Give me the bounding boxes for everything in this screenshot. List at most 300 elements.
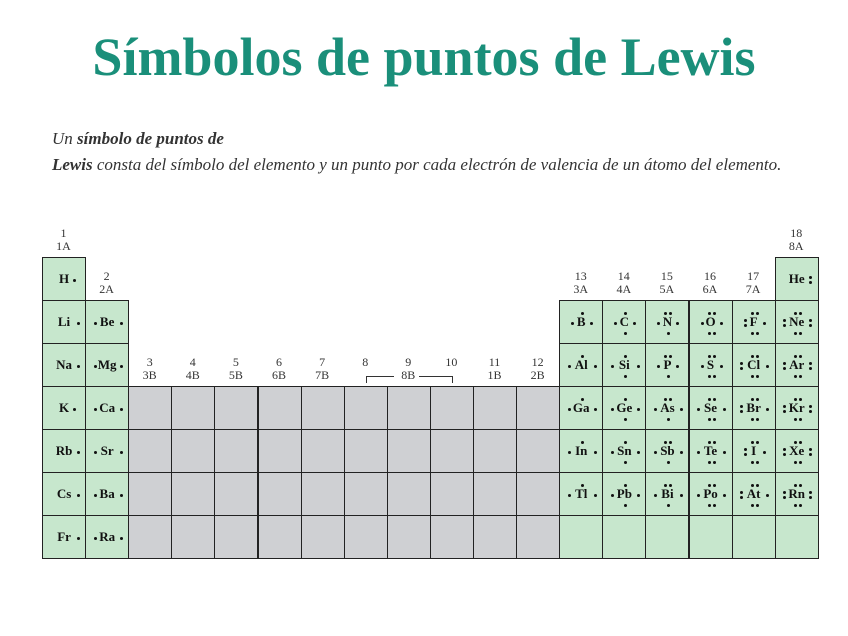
- valence-electron-dot: [751, 418, 754, 421]
- valence-electron-dot: [708, 441, 711, 444]
- valence-electron-dot: [756, 332, 759, 335]
- group-number: 2: [103, 269, 110, 283]
- element-cell-ne: [775, 300, 819, 344]
- group-number: 3: [146, 355, 153, 369]
- group-label-15: [645, 270, 688, 296]
- valence-electron-dot: [697, 408, 700, 411]
- valence-electron-dot: [120, 494, 123, 497]
- element-symbol: Ge: [616, 400, 633, 415]
- transition-metal-cell: [301, 472, 345, 516]
- element-symbol: Br: [746, 400, 761, 415]
- element-cell-se: [689, 386, 733, 430]
- transition-metal-cell: [171, 429, 215, 473]
- valence-electron-dot: [751, 484, 754, 487]
- group-subtitle: 6A: [702, 282, 718, 296]
- valence-electron-dot: [766, 494, 769, 497]
- transition-metal-cell: [344, 472, 388, 516]
- valence-electron-dot: [766, 408, 769, 411]
- element-symbol: Be: [99, 314, 115, 329]
- valence-electron-dot: [794, 484, 797, 487]
- element-cell-ar: [775, 343, 819, 387]
- valence-electron-dot: [713, 332, 716, 335]
- element-cell-at: [732, 472, 776, 516]
- element-symbol: Ar: [789, 357, 805, 372]
- valence-electron-dot: [581, 484, 584, 487]
- valence-electron-dot: [799, 355, 802, 358]
- element-symbol: S: [706, 357, 715, 372]
- valence-electron-dot: [94, 322, 97, 325]
- transition-metal-cell: [473, 472, 517, 516]
- element-cell-ga: [559, 386, 603, 430]
- valence-electron-dot: [120, 408, 123, 411]
- valence-electron-dot: [756, 418, 759, 421]
- valence-electron-dot: [794, 332, 797, 335]
- valence-electron-dot: [77, 365, 80, 368]
- empty-main-group-cell: [602, 515, 646, 559]
- element-cell-br: [732, 386, 776, 430]
- group-label-16: [689, 270, 732, 296]
- transition-metal-cell: [128, 515, 172, 559]
- element-cell-xe: [775, 429, 819, 473]
- transition-metal-cell: [301, 386, 345, 430]
- valence-electron-dot: [713, 484, 716, 487]
- element-cell-al: [559, 343, 603, 387]
- group-subtitle: 8B: [401, 368, 416, 382]
- valence-electron-dot: [713, 312, 716, 315]
- valence-electron-dot: [680, 451, 683, 454]
- group-label-13: [559, 270, 602, 296]
- transition-metal-cell: [344, 515, 388, 559]
- valence-electron-dot: [680, 494, 683, 497]
- empty-main-group-cell: [559, 515, 603, 559]
- element-cell-li: [42, 300, 86, 344]
- valence-electron-dot: [751, 461, 754, 464]
- group-number: 4: [189, 355, 196, 369]
- element-cell-sr: [85, 429, 129, 473]
- valence-electron-dot: [624, 418, 627, 421]
- valence-electron-dot: [94, 537, 97, 540]
- transition-metal-cell: [214, 472, 258, 516]
- transition-metal-cell: [301, 515, 345, 559]
- transition-metal-cell: [430, 386, 474, 430]
- element-cell-ba: [85, 472, 129, 516]
- element-cell-c: [602, 300, 646, 344]
- element-cell-rn: [775, 472, 819, 516]
- element-cell-kr: [775, 386, 819, 430]
- valence-electron-dot: [680, 408, 683, 411]
- element-symbol: I: [751, 443, 757, 458]
- valence-electron-dot: [744, 453, 747, 456]
- valence-electron-dot: [708, 484, 711, 487]
- valence-electron-dot: [794, 461, 797, 464]
- valence-electron-dot: [708, 398, 711, 401]
- valence-electron-dot: [751, 355, 754, 358]
- transition-metal-cell: [128, 386, 172, 430]
- valence-electron-dot: [120, 537, 123, 540]
- valence-electron-dot: [594, 494, 597, 497]
- element-cell-rb: [42, 429, 86, 473]
- group-subtitle: 7B: [315, 368, 330, 382]
- valence-electron-dot: [568, 451, 571, 454]
- group-label-6: [258, 356, 301, 382]
- group-number: 1: [60, 226, 67, 240]
- transition-metal-cell: [258, 429, 302, 473]
- valence-electron-dot: [763, 322, 766, 325]
- element-symbol: Ga: [572, 400, 590, 415]
- group-number: 11: [488, 355, 501, 369]
- valence-electron-dot: [794, 418, 797, 421]
- valence-electron-dot: [723, 408, 726, 411]
- element-cell-f: [732, 300, 776, 344]
- empty-main-group-cell: [689, 515, 733, 559]
- element-cell-h: [42, 257, 86, 301]
- element-symbol: Fr: [57, 529, 71, 544]
- valence-electron-dot: [611, 365, 614, 368]
- valence-electron-dot: [720, 322, 723, 325]
- valence-electron-dot: [701, 365, 704, 368]
- page-title: Símbolos de puntos de Lewis: [92, 27, 756, 87]
- valence-electron-dot: [751, 332, 754, 335]
- valence-electron-dot: [794, 504, 797, 507]
- valence-electron-dot: [799, 398, 802, 401]
- transition-metal-cell: [258, 515, 302, 559]
- valence-electron-dot: [667, 461, 670, 464]
- group-subtitle: 1A: [56, 239, 71, 253]
- valence-electron-dot: [624, 312, 627, 315]
- group-subtitle: 2A: [99, 282, 114, 296]
- valence-electron-dot: [77, 537, 80, 540]
- valence-electron-dot: [708, 461, 711, 464]
- valence-electron-dot: [637, 494, 640, 497]
- valence-electron-dot: [611, 451, 614, 454]
- valence-electron-dot: [756, 461, 759, 464]
- group-label-1: [42, 227, 85, 253]
- element-symbol: Tl: [575, 486, 588, 501]
- valence-electron-dot: [94, 451, 97, 454]
- valence-electron-dot: [713, 441, 716, 444]
- valence-electron-dot: [756, 375, 759, 378]
- valence-electron-dot: [568, 494, 571, 497]
- valence-electron-dot: [594, 365, 597, 368]
- element-symbol: Rn: [788, 486, 806, 501]
- group-number: 18: [790, 226, 803, 240]
- valence-electron-dot: [751, 312, 754, 315]
- element-cell-bi: [645, 472, 689, 516]
- element-symbol: Xe: [789, 443, 805, 458]
- valence-electron-dot: [799, 375, 802, 378]
- valence-electron-dot: [624, 484, 627, 487]
- valence-electron-dot: [94, 494, 97, 497]
- group-label-11: [473, 356, 516, 382]
- valence-electron-dot: [744, 324, 747, 327]
- valence-electron-dot: [594, 451, 597, 454]
- valence-electron-dot: [713, 418, 716, 421]
- element-cell-s: [689, 343, 733, 387]
- valence-electron-dot: [708, 312, 711, 315]
- element-symbol: B: [576, 314, 586, 329]
- valence-electron-dot: [794, 398, 797, 401]
- group-subtitle: 5A: [659, 282, 675, 296]
- valence-electron-dot: [77, 451, 80, 454]
- transition-metal-cell: [171, 472, 215, 516]
- transition-metal-cell: [387, 429, 431, 473]
- valence-electron-dot: [654, 408, 657, 411]
- valence-electron-dot: [73, 279, 76, 282]
- group-number: 16: [704, 269, 716, 283]
- valence-electron-dot: [713, 375, 716, 378]
- element-symbol: Na: [56, 357, 72, 372]
- element-cell-po: [689, 472, 733, 516]
- element-symbol: Cl: [747, 357, 761, 372]
- valence-electron-dot: [708, 375, 711, 378]
- group-subtitle: 5B: [228, 368, 243, 382]
- valence-electron-dot: [73, 408, 76, 411]
- element-cell-fr: [42, 515, 86, 559]
- group-label-2: [85, 270, 128, 296]
- element-symbol: Si: [618, 357, 630, 372]
- valence-electron-dot: [794, 312, 797, 315]
- element-symbol: Li: [57, 314, 71, 329]
- valence-electron-dot: [744, 448, 747, 451]
- valence-electron-dot: [799, 461, 802, 464]
- valence-electron-dot: [799, 441, 802, 444]
- element-cell-ca: [85, 386, 129, 430]
- element-cell-te: [689, 429, 733, 473]
- element-cell-ra: [85, 515, 129, 559]
- valence-electron-dot: [708, 332, 711, 335]
- transition-metal-cell: [473, 386, 517, 430]
- element-symbol: As: [660, 400, 675, 415]
- group-subtitle: 1B: [487, 368, 502, 382]
- element-symbol: C: [619, 314, 630, 329]
- element-cell-mg: [85, 343, 129, 387]
- valence-electron-dot: [624, 332, 627, 335]
- group-subtitle: 7A: [745, 282, 761, 296]
- valence-electron-dot: [697, 494, 700, 497]
- group-number: 8: [362, 355, 369, 369]
- valence-electron-dot: [568, 365, 571, 368]
- element-symbol: In: [575, 443, 588, 458]
- group-number: 17: [747, 269, 760, 283]
- element-symbol: Po: [703, 486, 718, 501]
- empty-main-group-cell: [775, 515, 819, 559]
- valence-electron-dot: [799, 504, 802, 507]
- group-8b-bracket-left: [366, 376, 394, 383]
- group-number: 13: [574, 269, 587, 283]
- element-cell-be: [85, 300, 129, 344]
- valence-electron-dot: [751, 375, 754, 378]
- valence-electron-dot: [94, 365, 97, 368]
- group-number: 14: [617, 269, 630, 283]
- valence-electron-dot: [594, 408, 597, 411]
- valence-electron-dot: [751, 398, 754, 401]
- element-cell-he: [775, 257, 819, 301]
- transition-metal-cell: [473, 515, 517, 559]
- valence-electron-dot: [624, 355, 627, 358]
- group-label-14: [602, 270, 645, 296]
- group-number: 9: [405, 355, 412, 369]
- valence-electron-dot: [766, 365, 769, 368]
- valence-electron-dot: [713, 398, 716, 401]
- valence-electron-dot: [77, 494, 80, 497]
- element-symbol: Se: [704, 400, 718, 415]
- valence-electron-dot: [624, 504, 627, 507]
- element-cell-cs: [42, 472, 86, 516]
- valence-electron-dot: [756, 355, 759, 358]
- valence-electron-dot: [756, 504, 759, 507]
- element-symbol: Ra: [99, 529, 116, 544]
- valence-electron-dot: [667, 375, 670, 378]
- transition-metal-cell: [430, 472, 474, 516]
- group-subtitle: 3B: [142, 368, 157, 382]
- group-subtitle: 4B: [185, 368, 200, 382]
- valence-electron-dot: [799, 312, 802, 315]
- group-label-4: [171, 356, 214, 382]
- valence-electron-dot: [794, 375, 797, 378]
- transition-metal-cell: [258, 472, 302, 516]
- element-cell-pb: [602, 472, 646, 516]
- valence-electron-dot: [708, 418, 711, 421]
- group-subtitle: 4A: [616, 282, 632, 296]
- element-symbol: Ne: [789, 314, 805, 329]
- element-symbol: Bi: [661, 486, 674, 501]
- valence-electron-dot: [701, 322, 704, 325]
- valence-electron-dot: [794, 355, 797, 358]
- element-cell-b: [559, 300, 603, 344]
- element-cell-o: [689, 300, 733, 344]
- valence-electron-dot: [799, 418, 802, 421]
- transition-metal-cell: [473, 429, 517, 473]
- valence-electron-dot: [723, 494, 726, 497]
- element-cell-k: [42, 386, 86, 430]
- transition-metal-cell: [516, 429, 560, 473]
- valence-electron-dot: [713, 461, 716, 464]
- element-cell-cl: [732, 343, 776, 387]
- group-number: 10: [445, 355, 458, 369]
- valence-electron-dot: [756, 484, 759, 487]
- valence-electron-dot: [581, 441, 584, 444]
- element-cell-sb: [645, 429, 689, 473]
- valence-electron-dot: [723, 451, 726, 454]
- transition-metal-cell: [214, 429, 258, 473]
- element-cell-sn: [602, 429, 646, 473]
- element-symbol: Cs: [56, 486, 72, 501]
- valence-electron-dot: [611, 494, 614, 497]
- empty-main-group-cell: [732, 515, 776, 559]
- group-subtitle: 6B: [271, 368, 286, 382]
- group-subtitle: 2B: [530, 368, 545, 382]
- element-symbol: Te: [703, 443, 718, 458]
- transition-metal-cell: [516, 472, 560, 516]
- group-number: 6: [276, 355, 282, 369]
- valence-electron-dot: [756, 398, 759, 401]
- valence-electron-dot: [667, 418, 670, 421]
- description-prefix: Un: [52, 129, 78, 148]
- valence-electron-dot: [611, 408, 614, 411]
- description-term-part2: Lewis: [52, 155, 93, 174]
- element-cell-tl: [559, 472, 603, 516]
- valence-electron-dot: [581, 312, 584, 315]
- transition-metal-cell: [516, 515, 560, 559]
- element-symbol: He: [788, 271, 805, 286]
- element-symbol: Sn: [617, 443, 632, 458]
- element-symbol: N: [662, 314, 673, 329]
- valence-electron-dot: [624, 441, 627, 444]
- group-number: 7: [319, 355, 326, 369]
- group-number: 15: [660, 269, 673, 283]
- valence-electron-dot: [637, 365, 640, 368]
- valence-electron-dot: [756, 441, 759, 444]
- valence-electron-dot: [708, 355, 711, 358]
- valence-electron-dot: [799, 332, 802, 335]
- valence-electron-dot: [581, 355, 584, 358]
- element-cell-na: [42, 343, 86, 387]
- valence-electron-dot: [624, 461, 627, 464]
- valence-electron-dot: [624, 375, 627, 378]
- element-cell-si: [602, 343, 646, 387]
- valence-electron-dot: [654, 451, 657, 454]
- group-label-18: [775, 227, 818, 253]
- description-term-part1: símbolo de puntos de: [77, 129, 224, 148]
- element-symbol: Sr: [100, 443, 114, 458]
- valence-electron-dot: [571, 322, 574, 325]
- valence-electron-dot: [120, 365, 123, 368]
- transition-metal-cell: [214, 386, 258, 430]
- group-label-5: [214, 356, 257, 382]
- element-cell-ge: [602, 386, 646, 430]
- transition-metal-cell: [301, 429, 345, 473]
- valence-electron-dot: [667, 504, 670, 507]
- element-cell-as: [645, 386, 689, 430]
- element-symbol: P: [663, 357, 672, 372]
- group-label-17: [732, 270, 775, 296]
- element-symbol: Ba: [99, 486, 115, 501]
- group-number: 12: [531, 355, 544, 369]
- element-cell-i: [732, 429, 776, 473]
- transition-metal-cell: [430, 515, 474, 559]
- valence-electron-dot: [763, 451, 766, 454]
- transition-metal-cell: [344, 386, 388, 430]
- element-symbol: Rb: [55, 443, 73, 458]
- element-symbol: Pb: [616, 486, 632, 501]
- element-symbol: Sb: [660, 443, 675, 458]
- group-subtitle: 3A: [573, 282, 589, 296]
- group-label-3: [128, 356, 171, 382]
- element-symbol: Mg: [97, 357, 117, 372]
- element-symbol: F: [749, 314, 758, 329]
- valence-electron-dot: [637, 451, 640, 454]
- valence-electron-dot: [581, 398, 584, 401]
- valence-electron-dot: [77, 322, 80, 325]
- transition-metal-cell: [387, 472, 431, 516]
- element-symbol: H: [58, 271, 70, 286]
- transition-metal-cell: [387, 515, 431, 559]
- group-number: 5: [232, 355, 239, 369]
- empty-main-group-cell: [645, 515, 689, 559]
- element-symbol: At: [746, 486, 761, 501]
- element-cell-p: [645, 343, 689, 387]
- valence-electron-dot: [751, 441, 754, 444]
- valence-electron-dot: [744, 319, 747, 322]
- group-label-7: [301, 356, 344, 382]
- element-symbol: O: [705, 314, 716, 329]
- transition-metal-cell: [387, 386, 431, 430]
- transition-metal-cell: [516, 386, 560, 430]
- valence-electron-dot: [708, 504, 711, 507]
- transition-metal-cell: [344, 429, 388, 473]
- valence-electron-dot: [120, 451, 123, 454]
- transition-metal-cell: [258, 386, 302, 430]
